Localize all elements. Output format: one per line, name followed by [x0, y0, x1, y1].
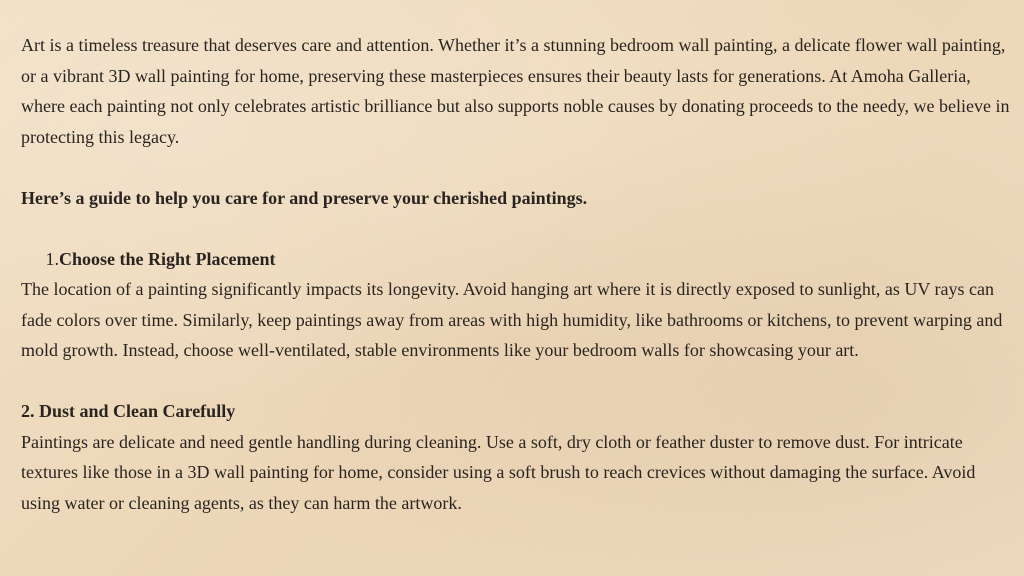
section-2-title: 2. Dust and Clean Carefully	[21, 401, 236, 421]
section-1-title: Choose the Right Placement	[59, 248, 276, 269]
section-1-number: 1.	[45, 248, 59, 269]
section-1-body: The location of a painting significantly impacts its longevity. Avoid hanging art where it is directly exposed to sunlight, as UV rays can fade colors over time. Similarly, keep paintings away from areas with high humidity, like bathrooms or kitchens, to prevent warping and mold growth. Instead, choose well-ventilated, stable environments like your bedroom walls for showcasing your art.	[21, 279, 1003, 360]
section-2-body: Paintings are delicate and need gentle handling during cleaning. Use a soft, dry cloth or feather duster to remove dust. For intricate textures like those in a 3D wall painting for home, consider using a soft brush to reach crevices without damaging the surface. Avoid using water or cleaning agents, as they can harm the artwork.	[21, 431, 976, 513]
spacer	[21, 152, 1016, 183]
spacer	[21, 213, 1016, 244]
guide-heading: Here’s a guide to help you care for and preserve your cherished paintings.	[21, 187, 588, 208]
intro-paragraph: Art is a timeless treasure that deserves care and attention. Whether it’s a stunning bedroom wall painting, a delicate flower wall painting, or a vibrant 3D wall painting for home, preserving these masterpieces ensures their beauty lasts for generations. At Amoha Galleria, where each painting not only celebrates artistic brilliance but also supports noble causes by donating proceeds to the needy, we believe in protecting this legacy.	[21, 35, 1010, 147]
section-1-heading	[21, 244, 1016, 275]
spacer	[21, 366, 1016, 397]
article-body	[21, 30, 1016, 518]
